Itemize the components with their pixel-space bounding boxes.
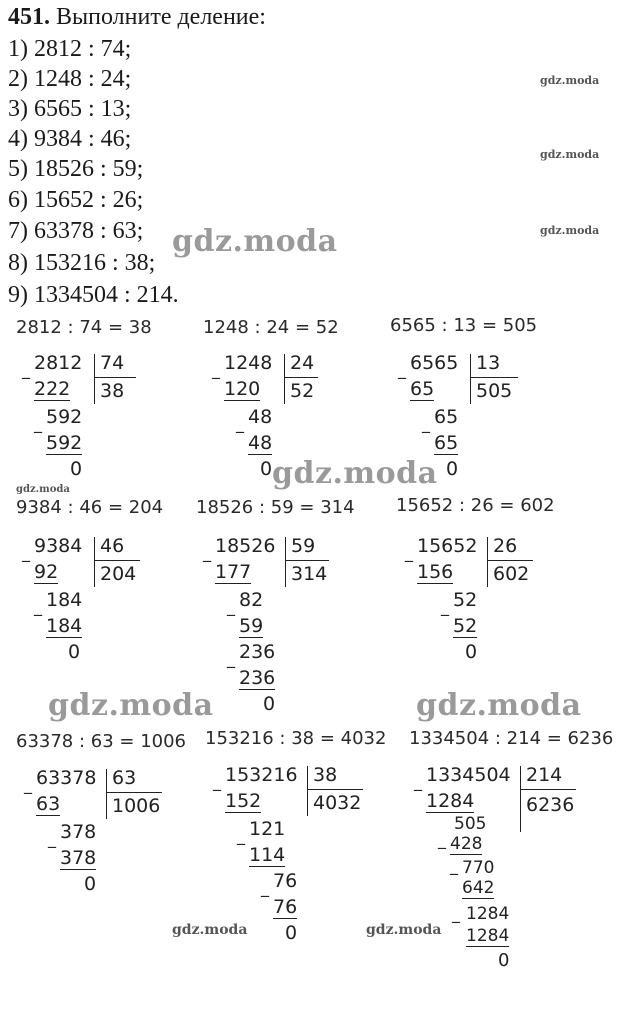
watermark-large: gdz.moda: [48, 688, 214, 723]
minus-sign: _: [24, 775, 32, 794]
remainder: 0: [84, 873, 97, 895]
task-heading: [8, 4, 266, 30]
minus-sign: _: [452, 904, 460, 923]
divisor: 74: [100, 352, 125, 374]
quotient-line: [470, 377, 518, 378]
division-bar: [520, 766, 521, 832]
minus-sign: _: [438, 830, 446, 849]
minus-sign: _: [48, 829, 56, 848]
step-value: 59: [239, 615, 264, 637]
step-value: 1284: [466, 904, 510, 924]
remainder: 0: [263, 693, 276, 715]
quotient-line: [106, 792, 162, 793]
step-value: 92: [34, 561, 59, 583]
quotient: 314: [291, 563, 328, 585]
watermark-small: gdz.moda: [366, 922, 442, 938]
minus-sign: _: [227, 597, 235, 616]
task-item: 8) 153216 : 38;: [8, 250, 156, 276]
quotient: 602: [493, 563, 530, 585]
watermark-small: gdz.moda: [540, 224, 600, 237]
divisor: 214: [526, 764, 563, 786]
minus-sign: _: [237, 826, 245, 845]
quotient: 204: [100, 563, 137, 585]
quotient-line: [284, 377, 318, 378]
step-value: 222: [34, 378, 71, 400]
minus-sign: _: [405, 543, 413, 562]
watermark-small: gdz.moda: [172, 922, 248, 938]
division-bar: [94, 537, 95, 587]
minus-sign: _: [34, 597, 42, 616]
minus-sign: _: [398, 360, 406, 379]
step-value: 63: [36, 793, 61, 815]
quotient: 38: [100, 380, 125, 402]
minus-sign: _: [227, 649, 235, 668]
dividend: 63378: [36, 767, 97, 789]
step-value: 378: [60, 821, 97, 843]
division-bar: [285, 537, 286, 587]
quotient: 505: [476, 380, 513, 402]
minus-sign: _: [212, 360, 220, 379]
division-bar: [470, 354, 471, 404]
remainder: 0: [285, 922, 298, 944]
dividend: 18526: [215, 535, 276, 557]
quotient-line: [307, 789, 363, 790]
minus-sign: _: [213, 772, 221, 791]
remainder: 0: [498, 950, 510, 971]
watermark-small: gdz.moda: [540, 74, 600, 87]
division-bar: [307, 766, 308, 816]
answer-equation: 1248 : 24 = 52: [203, 317, 339, 338]
step-value: 428: [450, 834, 483, 854]
minus-sign: _: [236, 414, 244, 433]
task-item: 7) 63378 : 63;: [8, 218, 144, 244]
division-bar: [284, 354, 285, 404]
task-item: 5) 18526 : 59;: [8, 156, 144, 182]
step-value: 236: [239, 641, 276, 663]
task-item: 1) 2812 : 74;: [8, 36, 132, 62]
step-value: 770: [462, 858, 495, 878]
quotient-line: [94, 377, 136, 378]
dividend: 2812: [34, 352, 83, 374]
watermark-small: gdz.moda: [540, 148, 600, 161]
step-value: 1284: [426, 790, 475, 812]
task-number: 451.: [8, 4, 50, 30]
quotient: 52: [290, 380, 315, 402]
answer-equation: 15652 : 26 = 602: [396, 495, 555, 516]
quotient: 6236: [526, 794, 575, 816]
step-value: 120: [224, 378, 261, 400]
minus-sign: _: [422, 414, 430, 433]
dividend: 15652: [417, 535, 478, 557]
divisor: 63: [112, 767, 137, 789]
step-value: 378: [60, 847, 97, 869]
step-value: 52: [453, 615, 478, 637]
quotient-line: [285, 560, 329, 561]
minus-sign: _: [414, 772, 422, 791]
quotient-line: [94, 560, 140, 561]
step-value: 236: [239, 667, 276, 689]
step-value: 76: [273, 870, 298, 892]
task-item: 3) 6565 : 13;: [8, 96, 132, 122]
step-value: 76: [273, 896, 298, 918]
remainder: 0: [465, 641, 478, 663]
step-value: 48: [248, 432, 273, 454]
minus-sign: _: [441, 597, 449, 616]
step-value: 177: [215, 561, 252, 583]
step-value: 642: [462, 878, 495, 898]
division-bar: [106, 769, 107, 819]
step-value: 65: [434, 432, 459, 454]
task-instruction: Выполните деление:: [56, 4, 266, 30]
minus-sign: _: [261, 878, 269, 897]
watermark-large: gdz.moda: [416, 688, 582, 723]
dividend: 9384: [34, 535, 83, 557]
divisor: 24: [290, 352, 315, 374]
watermark-small: gdz.moda: [16, 484, 70, 495]
step-value: 505: [454, 814, 487, 834]
task-item: 9) 1334504 : 214.: [8, 282, 179, 308]
remainder: 0: [68, 641, 81, 663]
divisor: 26: [493, 535, 518, 557]
task-item: 6) 15652 : 26;: [8, 187, 144, 213]
step-value: 121: [249, 818, 286, 840]
quotient: 4032: [313, 792, 362, 814]
minus-sign: _: [34, 414, 42, 433]
watermark-large: gdz.moda: [272, 456, 438, 491]
dividend: 6565: [410, 352, 459, 374]
step-value: 82: [239, 589, 264, 611]
quotient-line: [487, 560, 533, 561]
answer-equation: 9384 : 46 = 204: [16, 497, 164, 518]
minus-sign: _: [203, 543, 211, 562]
minus-sign: _: [450, 856, 458, 875]
step-value: 52: [453, 589, 478, 611]
step-value: 184: [46, 589, 83, 611]
step-value: 65: [434, 406, 459, 428]
answer-equation: 1334504 : 214 = 6236: [409, 728, 614, 749]
answer-equation: 153216 : 38 = 4032: [205, 728, 387, 749]
answer-equation: 2812 : 74 = 38: [16, 317, 152, 338]
divisor: 13: [476, 352, 501, 374]
step-value: 48: [248, 406, 273, 428]
divisor: 59: [291, 535, 316, 557]
task-item: 2) 1248 : 24;: [8, 66, 132, 92]
minus-sign: _: [22, 543, 30, 562]
remainder: 0: [446, 458, 459, 480]
step-value: 152: [225, 790, 262, 812]
dividend: 1334504: [426, 764, 511, 786]
step-value: 65: [410, 378, 435, 400]
step-value: 592: [46, 432, 83, 454]
step-value: 592: [46, 406, 83, 428]
answer-equation: 63378 : 63 = 1006: [16, 731, 187, 752]
step-value: 114: [249, 844, 286, 866]
step-value: 156: [417, 561, 454, 583]
division-bar: [94, 354, 95, 404]
step-value: 1284: [466, 926, 510, 946]
answer-equation: 6565 : 13 = 505: [390, 315, 538, 336]
minus-sign: _: [22, 360, 30, 379]
divisor: 46: [100, 535, 125, 557]
divisor: 38: [313, 764, 338, 786]
division-bar: [487, 537, 488, 587]
watermark-large: gdz.moda: [172, 224, 338, 259]
dividend: 153216: [225, 764, 298, 786]
task-item: 4) 9384 : 46;: [8, 126, 132, 152]
quotient-line: [520, 789, 576, 790]
remainder: 0: [260, 458, 273, 480]
dividend: 1248: [224, 352, 273, 374]
step-value: 184: [46, 615, 83, 637]
answer-equation: 18526 : 59 = 314: [196, 497, 355, 518]
quotient: 1006: [112, 795, 161, 817]
remainder: 0: [70, 458, 83, 480]
